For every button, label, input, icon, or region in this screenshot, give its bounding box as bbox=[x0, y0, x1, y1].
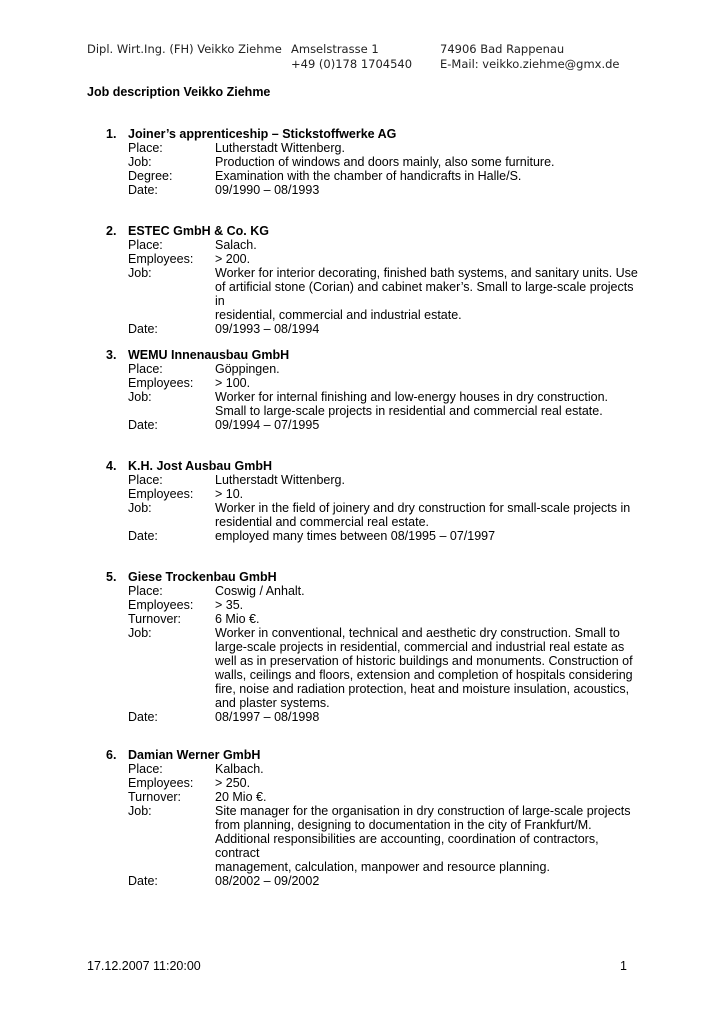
entry-company: Joiner’s apprenticeship – Stickstoffwerke AG bbox=[128, 127, 397, 141]
detail-line: Additional responsibilities are accounting, coordination of contractors, contract bbox=[215, 832, 599, 860]
entry-number: 3. bbox=[106, 348, 117, 362]
detail-line: Lutherstadt Wittenberg. bbox=[215, 141, 345, 155]
detail-value bbox=[215, 155, 638, 169]
detail-label: Turnover: bbox=[128, 612, 182, 626]
detail-value bbox=[215, 418, 638, 432]
detail-value bbox=[215, 322, 638, 336]
detail-line: Small to large-scale projects in residential and commercial real estate. bbox=[215, 404, 603, 418]
detail-label: Employees: bbox=[128, 776, 194, 790]
detail-row bbox=[128, 322, 638, 336]
detail-value bbox=[215, 169, 638, 183]
entry-details bbox=[128, 584, 638, 724]
detail-value bbox=[215, 598, 638, 612]
detail-value bbox=[215, 612, 638, 626]
entry-number: 1. bbox=[106, 127, 117, 141]
detail-line: large-scale projects in residential, commercial and industrial real estate as bbox=[215, 640, 625, 654]
detail-value bbox=[215, 473, 638, 487]
detail-row bbox=[128, 141, 638, 155]
detail-label: Employees: bbox=[128, 252, 194, 266]
detail-line: > 200. bbox=[215, 252, 251, 266]
header-city: 74906 Bad Rappenau bbox=[440, 42, 565, 56]
detail-row bbox=[128, 252, 638, 266]
detail-line: Worker for interior decorating, finished bath systems, and sanitary units. Use bbox=[215, 266, 638, 280]
detail-label: Job: bbox=[128, 626, 152, 640]
entry-number: 4. bbox=[106, 459, 117, 473]
detail-line: Worker for internal finishing and low-energy houses in dry construction. bbox=[215, 390, 609, 404]
detail-line: 09/1990 – 08/1993 bbox=[215, 183, 320, 197]
detail-value bbox=[215, 584, 638, 598]
detail-line: > 35. bbox=[215, 598, 244, 612]
detail-row bbox=[128, 376, 638, 390]
entry-details bbox=[128, 762, 638, 888]
detail-value bbox=[215, 804, 638, 874]
detail-value bbox=[215, 266, 638, 322]
detail-line: > 250. bbox=[215, 776, 251, 790]
entry-number: 2. bbox=[106, 224, 117, 238]
header-address bbox=[291, 42, 412, 72]
detail-value bbox=[215, 376, 638, 390]
detail-label: Job: bbox=[128, 804, 152, 818]
entry-details bbox=[128, 238, 638, 336]
detail-line: from planning, designing to documentation in the city of Frankfurt/M. bbox=[215, 818, 592, 832]
detail-value bbox=[215, 776, 638, 790]
detail-line: Examination with the chamber of handicrafts in Halle/S. bbox=[215, 169, 522, 183]
detail-row bbox=[128, 762, 638, 776]
detail-line: Production of windows and doors mainly, also some furniture. bbox=[215, 155, 555, 169]
detail-row bbox=[128, 418, 638, 432]
detail-label: Employees: bbox=[128, 376, 194, 390]
detail-row bbox=[128, 487, 638, 501]
detail-row bbox=[128, 362, 638, 376]
detail-label: Employees: bbox=[128, 487, 194, 501]
detail-line: walls, ceilings and floors, extension and completion of hospitals considering bbox=[215, 668, 633, 682]
detail-row bbox=[128, 804, 638, 874]
entry-number: 6. bbox=[106, 748, 117, 762]
detail-label: Place: bbox=[128, 141, 163, 155]
header-email: E-Mail: veikko.ziehme@gmx.de bbox=[440, 57, 620, 71]
detail-line: Salach. bbox=[215, 238, 257, 252]
detail-line: 08/1997 – 08/1998 bbox=[215, 710, 320, 724]
header-contact bbox=[440, 42, 620, 72]
document-title: Job description Veikko Ziehme bbox=[87, 85, 271, 99]
detail-label: Place: bbox=[128, 762, 163, 776]
footer-timestamp: 17.12.2007 11:20:00 bbox=[87, 959, 201, 973]
detail-line: residential, commercial and industrial estate. bbox=[215, 308, 462, 322]
detail-line: fire, noise and radiation protection, heat and moisture insulation, acoustics, bbox=[215, 682, 630, 696]
detail-label: Job: bbox=[128, 266, 152, 280]
header-name: Dipl. Wirt.Ing. (FH) Veikko Ziehme bbox=[87, 42, 282, 56]
detail-row bbox=[128, 710, 638, 724]
detail-line: 09/1994 – 07/1995 bbox=[215, 418, 320, 432]
detail-label: Place: bbox=[128, 362, 163, 376]
detail-line: 09/1993 – 08/1994 bbox=[215, 322, 320, 336]
detail-row bbox=[128, 473, 638, 487]
detail-value bbox=[215, 501, 638, 529]
detail-row bbox=[128, 169, 638, 183]
detail-line: well as in preservation of historic buildings and monuments. Construction of bbox=[215, 654, 633, 668]
entry-details bbox=[128, 141, 638, 197]
entry-company: K.H. Jost Ausbau GmbH bbox=[128, 459, 272, 473]
entry-company: WEMU Innenausbau GmbH bbox=[128, 348, 290, 362]
detail-row bbox=[128, 266, 638, 322]
detail-value bbox=[215, 390, 638, 418]
detail-label: Job: bbox=[128, 390, 152, 404]
detail-label: Date: bbox=[128, 529, 158, 543]
detail-line: and plaster systems. bbox=[215, 696, 330, 710]
detail-label: Date: bbox=[128, 322, 158, 336]
detail-row bbox=[128, 238, 638, 252]
header-street: Amselstrasse 1 bbox=[291, 42, 379, 56]
detail-line: Göppingen. bbox=[215, 362, 280, 376]
entry-company: Damian Werner GmbH bbox=[128, 748, 261, 762]
detail-line: Lutherstadt Wittenberg. bbox=[215, 473, 345, 487]
detail-row bbox=[128, 612, 638, 626]
detail-value bbox=[215, 790, 638, 804]
detail-label: Place: bbox=[128, 238, 163, 252]
detail-row bbox=[128, 598, 638, 612]
detail-line: > 10. bbox=[215, 487, 244, 501]
detail-line: residential and commercial real estate. bbox=[215, 515, 429, 529]
detail-label: Date: bbox=[128, 874, 158, 888]
detail-row bbox=[128, 183, 638, 197]
detail-row bbox=[128, 155, 638, 169]
detail-row bbox=[128, 874, 638, 888]
detail-line: 20 Mio €. bbox=[215, 790, 267, 804]
detail-value bbox=[215, 626, 638, 710]
detail-line: 6 Mio €. bbox=[215, 612, 260, 626]
detail-value bbox=[215, 529, 638, 543]
header-phone: +49 (0)178 1704540 bbox=[291, 57, 413, 71]
detail-label: Date: bbox=[128, 710, 158, 724]
entry-company: ESTEC GmbH & Co. KG bbox=[128, 224, 269, 238]
detail-value bbox=[215, 238, 638, 252]
detail-label: Degree: bbox=[128, 169, 173, 183]
detail-value bbox=[215, 183, 638, 197]
detail-label: Job: bbox=[128, 155, 152, 169]
detail-line: Worker in conventional, technical and aesthetic dry construction. Small to bbox=[215, 626, 620, 640]
detail-line: of artificial stone (Corian) and cabinet maker’s. Small to large-scale projects in bbox=[215, 280, 634, 308]
entry-number: 5. bbox=[106, 570, 117, 584]
detail-row bbox=[128, 776, 638, 790]
detail-row bbox=[128, 790, 638, 804]
detail-line: management, calculation, manpower and resource planning. bbox=[215, 860, 550, 874]
detail-label: Place: bbox=[128, 473, 163, 487]
detail-value bbox=[215, 487, 638, 501]
detail-line: employed many times between 08/1995 – 07/1997 bbox=[215, 529, 496, 543]
detail-line: Site manager for the organisation in dry construction of large-scale projects bbox=[215, 804, 631, 818]
entry-company: Giese Trockenbau GmbH bbox=[128, 570, 277, 584]
detail-value bbox=[215, 710, 638, 724]
entry-details bbox=[128, 362, 638, 432]
detail-value bbox=[215, 362, 638, 376]
footer-page-number: 1 bbox=[620, 959, 627, 973]
entry-details bbox=[128, 473, 638, 543]
detail-row bbox=[128, 626, 638, 710]
detail-row bbox=[128, 390, 638, 418]
detail-line: Worker in the field of joinery and dry construction for small-scale projects in bbox=[215, 501, 631, 515]
detail-row bbox=[128, 501, 638, 529]
detail-value bbox=[215, 874, 638, 888]
detail-label: Date: bbox=[128, 418, 158, 432]
detail-line: Coswig / Anhalt. bbox=[215, 584, 305, 598]
detail-value bbox=[215, 141, 638, 155]
detail-value bbox=[215, 762, 638, 776]
detail-label: Turnover: bbox=[128, 790, 182, 804]
detail-label: Employees: bbox=[128, 598, 194, 612]
detail-line: 08/2002 – 09/2002 bbox=[215, 874, 320, 888]
detail-line: > 100. bbox=[215, 376, 251, 390]
detail-value bbox=[215, 252, 638, 266]
detail-row bbox=[128, 584, 638, 598]
detail-label: Date: bbox=[128, 183, 158, 197]
detail-label: Job: bbox=[128, 501, 152, 515]
detail-label: Place: bbox=[128, 584, 163, 598]
detail-row bbox=[128, 529, 638, 543]
detail-line: Kalbach. bbox=[215, 762, 264, 776]
